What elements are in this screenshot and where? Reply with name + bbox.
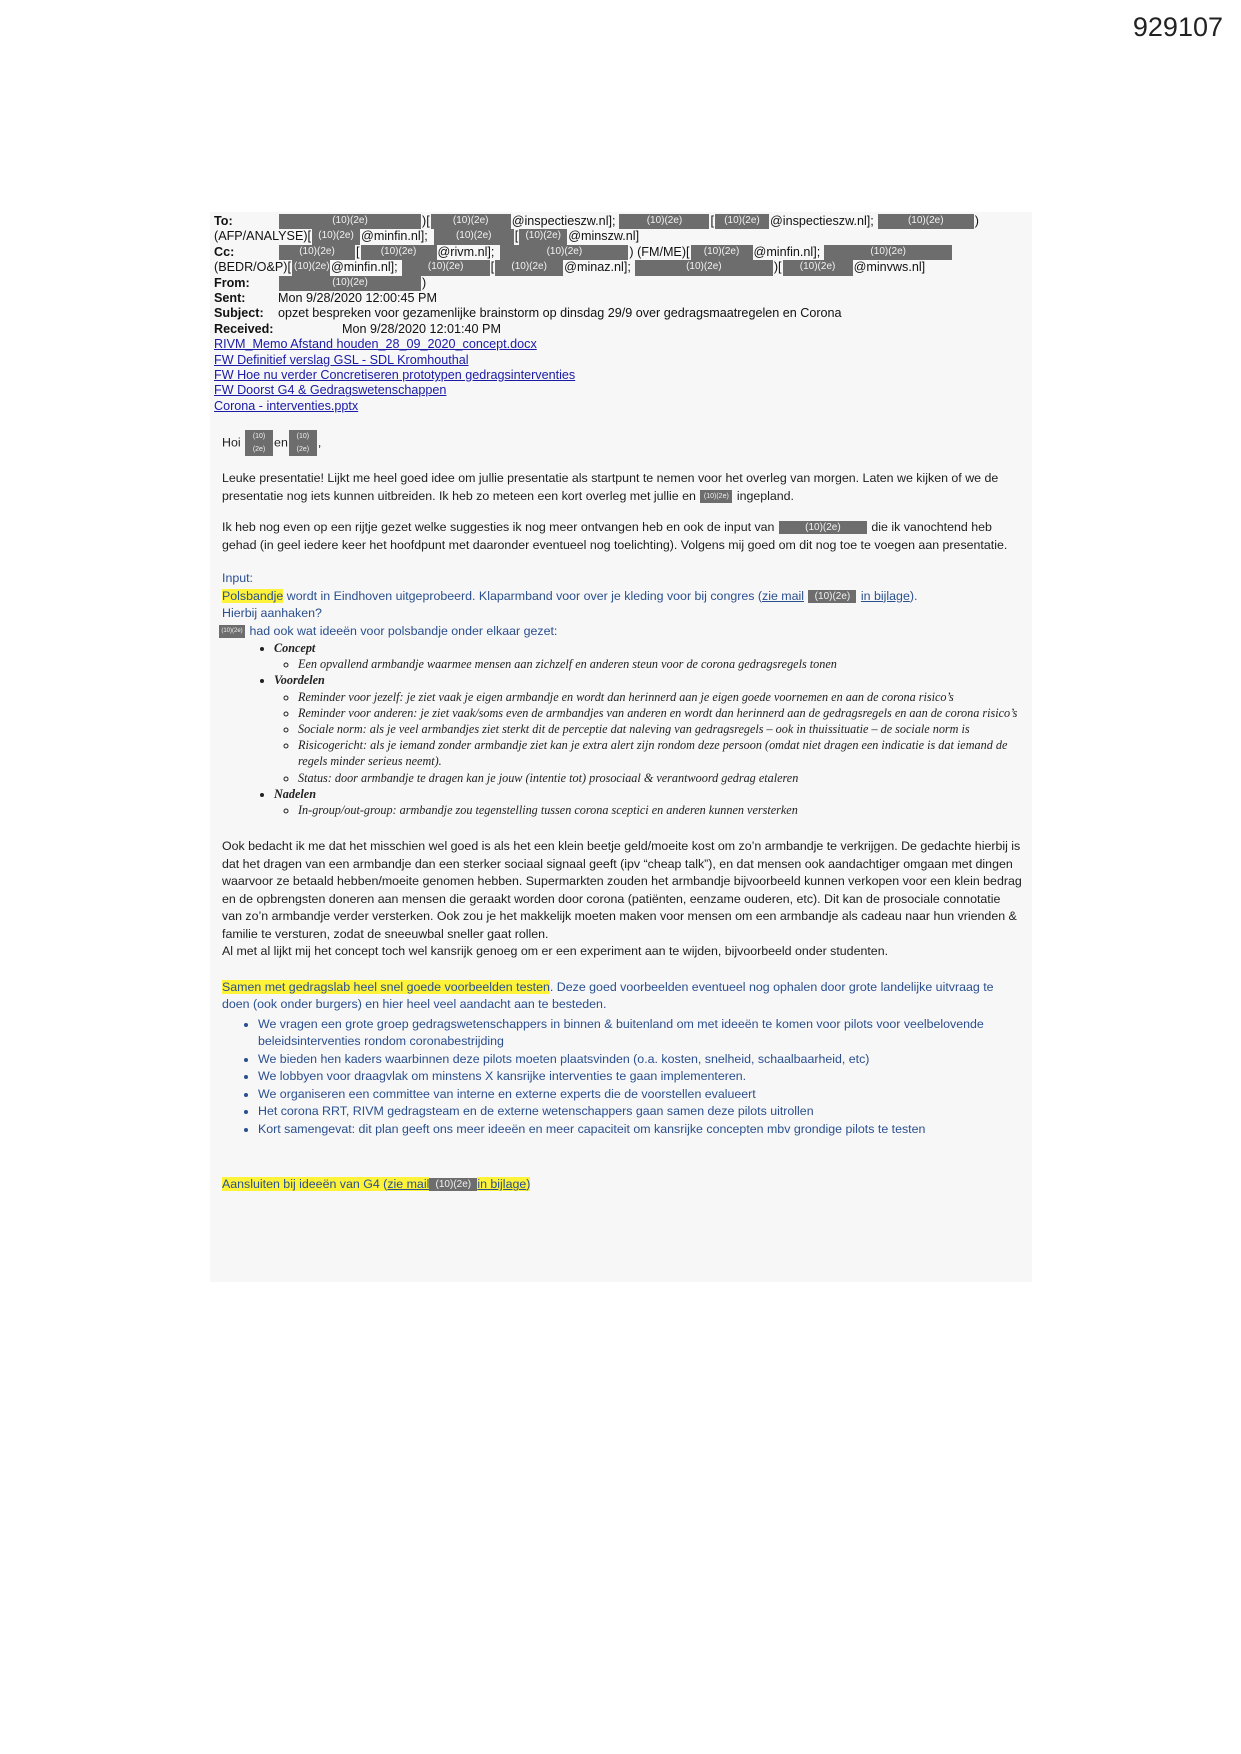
- greeting-text: Hoi: [222, 435, 241, 450]
- attachment-link[interactable]: Corona - interventies.pptx: [214, 398, 359, 413]
- greeting-text: ,: [317, 435, 322, 450]
- sent-value: Mon 9/28/2020 12:00:45 PM: [278, 291, 437, 306]
- redaction: (10)(2e): [279, 245, 355, 260]
- redaction: (10)(2e): [434, 229, 514, 244]
- redaction: (10)(2e): [824, 245, 952, 260]
- redaction: (10)(2e): [219, 625, 245, 638]
- g4-in-bijlage-link[interactable]: in bijlage: [477, 1177, 527, 1192]
- list-item: • We bieden hen kaders waarbinnen deze pilots moeten plaatsvinden (o.a. kosten, snelheid, schaalbaarheid, etc): [258, 1051, 1022, 1069]
- subject-label: Subject:: [214, 306, 264, 321]
- to-domain: @inspectieszw.nl];: [769, 214, 874, 228]
- cc-part: @minfin.nl];: [753, 244, 821, 259]
- from-label: From:: [214, 275, 250, 290]
- redaction: (10)(2e): [878, 214, 974, 229]
- gedragslab-text: . Deze goed voorbeelden eventueel nog ophalen door grote landelijke uitvraag te doen (ook onder burgers) en hier heel veel aandacht aan te besteden.: [222, 979, 994, 1012]
- paragraph-4: Al met al lijkt mij het concept toch wel kansrijk genoeg om er een experiment aan te wijden, bijvoorbeeld onder studenten.: [222, 944, 889, 959]
- g4-text: Aansluiten bij ideeën van G4 (: [222, 1177, 388, 1192]
- paragraph-text: die ik vanochtend heb gehad (in geel iedere keer het hoofdpunt met daaronder eventueel nog toelichting). Volgens mij goed om dit nog toe te voegen aan presentatie.: [222, 520, 1008, 552]
- list-item: ◦ In-group/out-group: armbandje zou tegenstelling tussen corona sceptici en anderen kunnen versterken: [298, 802, 1022, 818]
- redaction: (10)(2e): [292, 260, 330, 275]
- list-item: [274, 640, 1022, 672]
- cc-prefix: (BEDR/O&P)[: [214, 260, 291, 275]
- document-number: 929107: [1132, 12, 1223, 42]
- redaction: (10)(2e): [619, 214, 709, 229]
- redaction: (10)(2e): [700, 490, 732, 503]
- redaction: (10)(2e): [635, 260, 773, 275]
- redaction: (10)(2e): [500, 245, 628, 260]
- greeting: [222, 430, 1022, 456]
- armbandje-list: [222, 640, 1022, 818]
- redaction: (10)(2e): [715, 214, 769, 229]
- sent-row: [214, 291, 1014, 306]
- ideeen-intro: [218, 623, 1022, 641]
- g4-line: [222, 1176, 1022, 1194]
- polsbandje-text: wordt in Eindhoven uitgeprobeerd. Klaparmband voor over je kleding voor bij congres (: [283, 588, 763, 603]
- received-value: Mon 9/28/2020 12:01:40 PM: [342, 321, 501, 336]
- list-heading: Nadelen: [274, 786, 316, 801]
- attachment-link[interactable]: RIVM_Memo Afstand houden_28_09_2020_concept.docx: [214, 337, 537, 352]
- email-body: [222, 430, 1022, 1194]
- list-item: • We organiseren een committee van interne en externe experts die de voorstellen evalueert: [258, 1086, 1022, 1104]
- to-row: To: (10)(2e) )[ (10)(2e) @inspectieszw.nl]; (10)(2e) [ (10)(2e) @inspectieszw.nl]; (10)(2e) ): [214, 214, 979, 228]
- zie-mail-link[interactable]: zie mail: [762, 588, 805, 603]
- subject-value: opzet bespreken voor gezamenlijke brainstorm op dinsdag 29/9 over gedragsmaatregelen en Corona: [278, 306, 842, 321]
- cc-row-2: (BEDR/O&P)[ (10)(2e) @minfin.nl]; (10)(2e) [ (10)(2e) @minaz.nl]; (10)(2e) )[ (10)(2e) @minvws.nl]: [214, 260, 926, 275]
- gedragslab-list: [222, 1016, 1022, 1139]
- list-item: ◦ Een opvallend armbandje waarmee mensen aan zichzelf en anderen steun voor de corona gedragsregels tonen: [298, 656, 1022, 672]
- redaction: (10)(2e): [519, 229, 567, 244]
- received-row: [214, 322, 1014, 337]
- cc-domain: @minfin.nl];: [330, 260, 398, 275]
- gedragslab-line: [222, 979, 1022, 1014]
- in-bijlage-link[interactable]: in bijlage: [860, 588, 910, 603]
- g4-highlight-end: [477, 1177, 530, 1191]
- cc-row: Cc: (10)(2e) [ (10)(2e) @rivm.nl]; (10)(2e) ) (FM/ME)[ (10)(2e) @minfin.nl]; (10)(2e): [214, 245, 1014, 260]
- greeting-text: en: [274, 435, 288, 450]
- cc-domain: @minaz.nl];: [564, 260, 631, 275]
- list-item: • Kort samengevat: dit plan geeft ons meer ideeën en meer capaciteit om kansrijke concepten mbv grondige pilots te testen: [258, 1121, 1022, 1139]
- paragraph-text: Ik heb nog even op een rijtje gezet welke suggesties ik nog meer ontvangen heb en ook de input van: [222, 520, 775, 534]
- paragraph-text: Leuke presentatie! Lijkt me heel goed idee om jullie presentatie als startpunt te nemen voor het overleg van morgen. Laten we kijken of we de presentatie nog iets kunnen uitbreiden. Ik heb zo meteen een kort overleg met jullie en: [222, 471, 999, 503]
- paragraph-text: ingepland.: [736, 488, 794, 503]
- list-item: • We lobbyen voor draagvlak om minstens X kansrijke interventies te gaan implementeren.: [258, 1068, 1022, 1086]
- paragraph-2: [222, 519, 1022, 554]
- list-item: ◦ Status: door armbandje te dragen kan je jouw (intentie tot) prosociaal & verantwoord gedrag etaleren: [298, 770, 1022, 786]
- gedragslab-highlight: Samen met gedragslab heel snel goede voorbeelden testen: [222, 979, 550, 994]
- aanhaken-line: Hierbij aanhaken?: [222, 606, 322, 620]
- to-prefix: (AFP/ANALYSE)[: [214, 229, 312, 244]
- paragraph-1: [222, 470, 1022, 505]
- g4-highlight: [222, 1177, 429, 1191]
- cc-domain: @minvws.nl]: [853, 260, 926, 275]
- list-item: ◦ Reminder voor anderen: je ziet vaak/soms even de armbandjes van anderen en wordt dan herinnerd aan de gedragsregels en aan de corona risico’s: [298, 705, 1022, 721]
- redaction: (10)(2e): [691, 245, 753, 260]
- redaction: (10)(2e): [495, 260, 563, 275]
- redaction: (10)(2e): [245, 430, 273, 456]
- list-item: ◦ Risicogericht: als je iemand zonder armbandje ziet kan je extra alert zijn rondom deze persoon (omdat niet dragen een indicatie is dat iemand de regels minder serieus neemt).: [298, 737, 1022, 769]
- list-item: ◦ Reminder voor jezelf: je ziet vaak je eigen armbandje en wordt dan herinnerd aan je eigen goede voornemen en aan de corona risico’s: [298, 689, 1022, 705]
- input-label: Input:: [222, 571, 254, 585]
- to-domain: @minfin.nl];: [361, 229, 428, 244]
- redaction: (10)(2e): [429, 1178, 477, 1191]
- from-row: From: (10)(2e) ): [214, 275, 427, 290]
- redaction: (10)(2e): [279, 214, 421, 229]
- redaction: (10)(2e): [431, 214, 511, 229]
- attachment-list: [214, 337, 1014, 414]
- list-item: • Het corona RRT, RIVM gedragsteam en de externe wetenschappers gaan samen deze pilots uitrollen: [258, 1103, 1022, 1121]
- subject-row: [214, 306, 1014, 321]
- attachment-link[interactable]: FW Definitief verslag GSL - SDL Kromhouthal: [214, 352, 469, 367]
- redaction: (10)(2e): [808, 590, 856, 603]
- attachment-link[interactable]: FW Doorst G4 & Gedragswetenschappen: [214, 383, 447, 398]
- paragraph-3: Ook bedacht ik me dat het misschien wel goed is als het een klein beetje geld/moeite kost om zo’n armbandje te verkrijgen. De gedachte hierbij is dat het dragen van een armbandje dan een sterker sociaal signaal geeft (ipv “cheap talk”), en dat mensen ook aandachtiger omgaan met dingen waarvoor ze betaald hebben/moeite genomen hebben. Supermarkten zouden het armbandje bijvoorbeeld kunnen verkopen voor een klein bedrag en de opbrengsten doneren aan mensen die geraakt worden door corona (patiënten, eenzame ouderen, etc). Dit kan de prosociale connotatie van zo’n armbandje verder versterken. Ook zou je het makkelijk moeten maken voor mensen om een armbandje als cadeau naar hun vrienden & familie te versturen, zodat de sneeuwbal sneller gaat rollen.: [222, 839, 1022, 941]
- polsbandje-text: ).: [909, 588, 918, 603]
- to-domain: @inspectieszw.nl];: [511, 214, 616, 228]
- redaction: (10)(2e): [361, 245, 437, 260]
- redaction: (10)(2e): [783, 260, 853, 275]
- redaction: (10)(2e): [402, 260, 490, 275]
- polsbandje-highlight: Polsbandje: [222, 588, 284, 603]
- ideeen-text: had ook wat ideeën voor polsbandje onder elkaar gezet:: [246, 623, 558, 638]
- cc-part: ) (FM/ME)[: [629, 244, 690, 259]
- list-item: ◦ Sociale norm: als je veel armbandjes ziet sterkt dit de perceptie dat naleving van gedragsregels – ook in thuissituatie – de sociale norm is: [298, 721, 1022, 737]
- redaction: (10)(2e): [289, 430, 317, 456]
- polsbandje-line: [222, 588, 1022, 606]
- redaction: (10)(2e): [279, 276, 421, 291]
- list-heading: Concept: [274, 641, 316, 655]
- list-item: [274, 672, 1022, 785]
- g4-zie-mail-link[interactable]: zie mail: [387, 1177, 430, 1192]
- email-header: [214, 214, 1014, 414]
- list-heading: Voordelen: [274, 673, 325, 688]
- list-item: [274, 786, 1022, 818]
- attachment-link[interactable]: FW Hoe nu verder Concretiseren prototypen gedragsinterventies: [214, 368, 576, 383]
- to-row-2: (AFP/ANALYSE)[ (10)(2e) @minfin.nl]; (10)(2e) [ (10)(2e) @minszw.nl]: [214, 229, 640, 244]
- received-label: Received:: [214, 321, 274, 336]
- g4-text: ): [526, 1177, 531, 1192]
- cc-label: Cc:: [214, 244, 235, 259]
- redaction: (10)(2e): [779, 521, 867, 534]
- list-item: • We vragen een grote groep gedragswetenschappers in binnen & buitenland om met ideeën te komen voor pilots voor veelbelovende beleidsinterventies rondom coronabestrijding: [258, 1016, 1022, 1051]
- sent-label: Sent:: [214, 291, 246, 306]
- to-domain: @minszw.nl]: [568, 229, 640, 244]
- redaction: (10)(2e): [312, 229, 360, 244]
- to-label: To:: [214, 214, 233, 228]
- cc-part: @rivm.nl];: [437, 244, 495, 259]
